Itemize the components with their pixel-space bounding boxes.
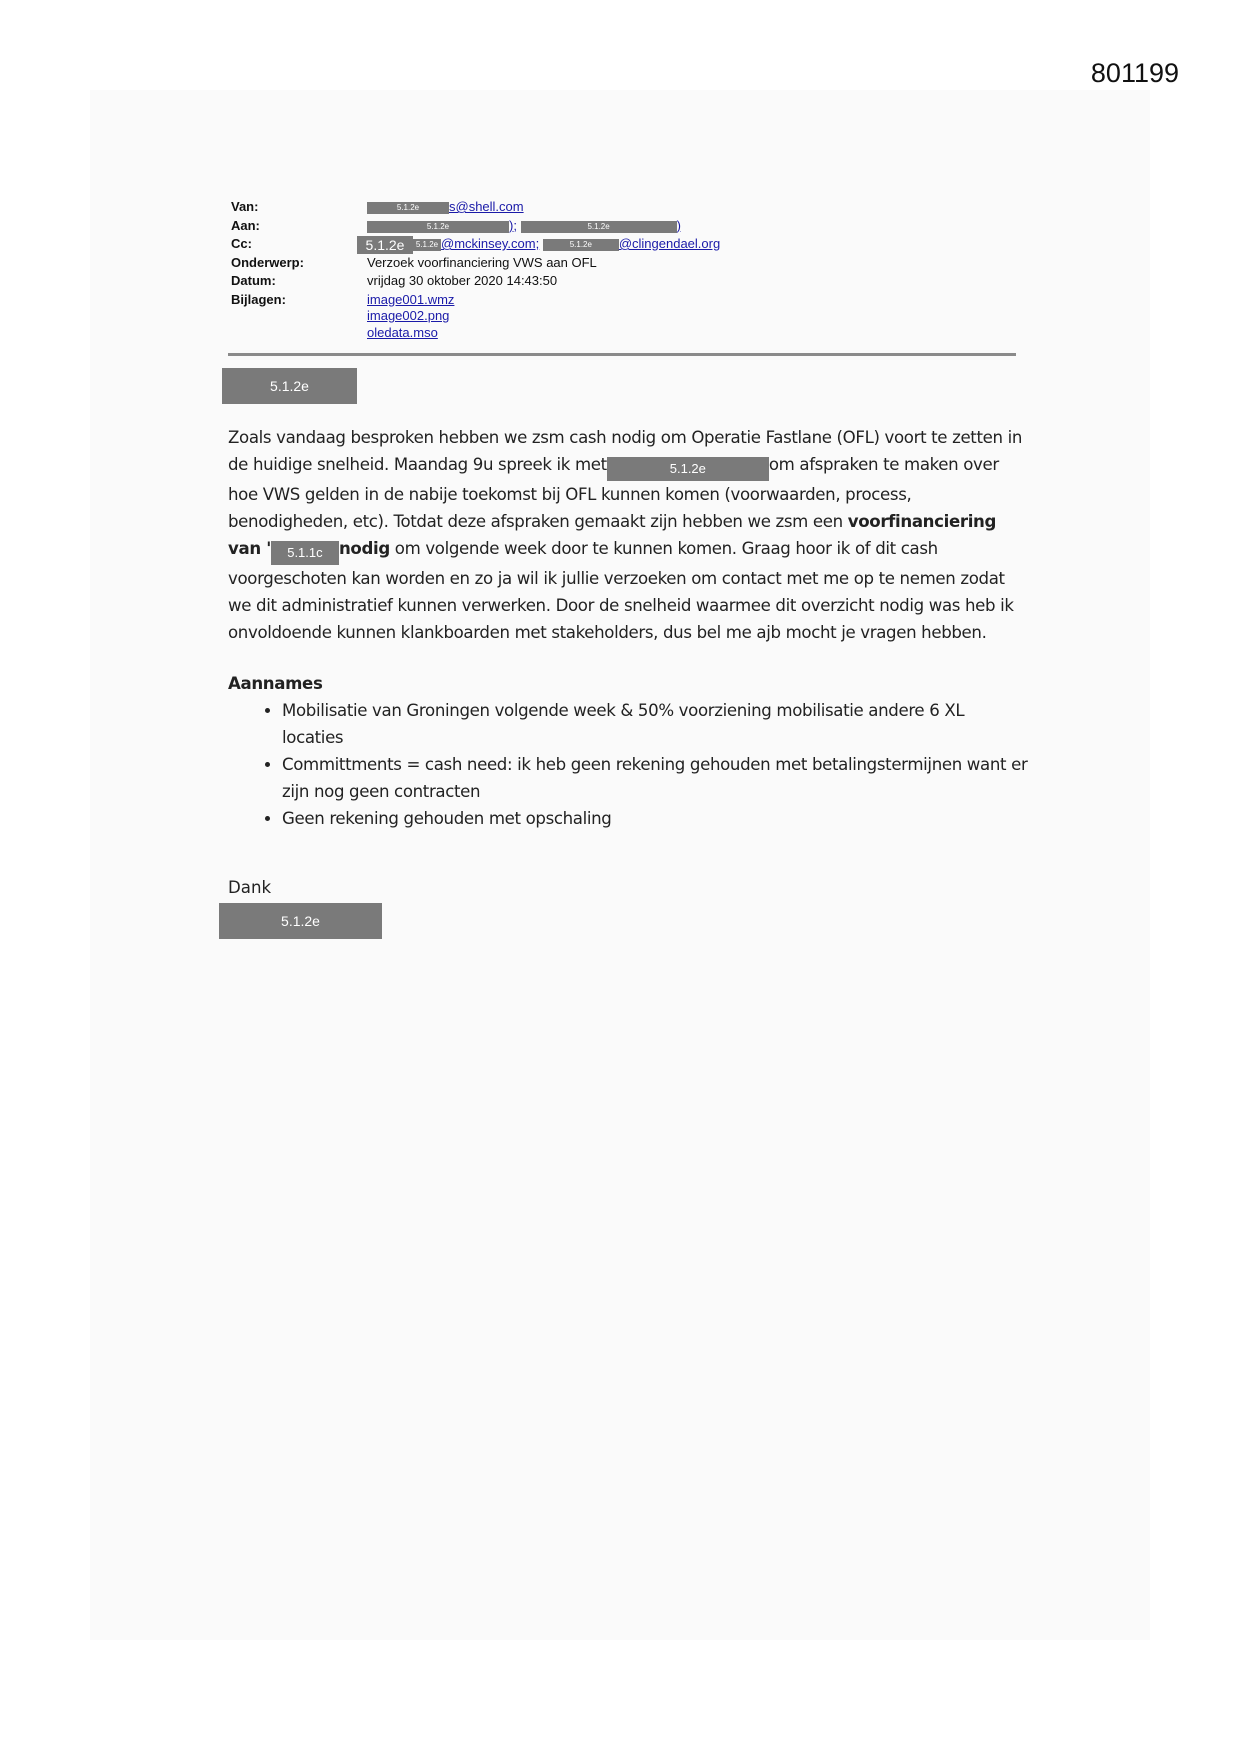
redaction-box: 5.1.2e xyxy=(543,239,619,251)
subject-label: Onderwerp: xyxy=(231,254,304,270)
redaction-box: 5.1.2e xyxy=(607,457,769,481)
date-label: Datum: xyxy=(231,273,276,289)
attachment-link[interactable]: image002.png xyxy=(367,308,450,324)
from-label: Van: xyxy=(231,199,259,214)
redaction-box: 5.1.2e xyxy=(367,202,449,214)
header-divider xyxy=(228,353,1016,356)
header-attachments-row xyxy=(231,291,1021,343)
header-date-row xyxy=(231,272,1021,291)
assumptions-heading: Aannames xyxy=(228,674,323,693)
assumptions-list xyxy=(228,697,1028,832)
cc-label: Cc: xyxy=(231,236,252,251)
header-subject-row xyxy=(231,254,1021,273)
redaction-box: 5.1.2e xyxy=(367,221,509,233)
to-label: Aan: xyxy=(231,217,260,233)
to-separator[interactable]: ); xyxy=(509,217,517,233)
closing-text: Dank xyxy=(228,878,272,897)
redaction-box: 5.1.1c xyxy=(271,541,339,565)
salutation-redaction: 5.1.2e xyxy=(222,368,357,404)
signature-redaction: 5.1.2e xyxy=(219,903,382,939)
attachments-label: Bijlagen: xyxy=(231,291,286,307)
attachment-link[interactable]: oledata.mso xyxy=(367,324,438,340)
redaction-box: 5.1.2e xyxy=(357,236,413,254)
body-paragraph: Zoals vandaag besproken hebben we zsm cash nodig om Operatie Fastlane (OFL) voort te zetten in de huidige snelheid. Maandag 9u spreek ik met 5.1.2e om afspraken te maken over hoe VWS gelden in de nabije toekomst bij OFL kunnen komen (voorwaarden, process, benodigheden, etc). Totdat deze afspraken gemaakt zijn hebben we zsm een voorfinanciering van ' 5.1.1c nodig om volgende week door te kunnen komen. Graag hoor ik of dit cash voorgeschoten kan worden en zo ja wil ik jullie verzoeken om contact met me op te nemen zodat we dit administratief kunnen verwerken. Door de snelheid waarmee dit overzicht nodig was heb ik onvoldoende kunnen klankboarden met stakeholders, dus bel me ajb mocht je vragen hebben. xyxy=(228,428,1023,642)
cc-clingendael-link[interactable]: @clingendael.org xyxy=(618,236,721,251)
list-item: • Geen rekening gehouden met opschaling xyxy=(282,805,1028,832)
header-from-row xyxy=(231,198,1021,217)
subject-value: Verzoek voorfinanciering VWS aan OFL xyxy=(367,254,597,270)
to-end[interactable]: ) xyxy=(676,217,681,233)
list-item: • Committments = cash need: ik heb geen rekening gehouden met betalingstermijnen want er zijn nog geen contracten xyxy=(282,751,1028,805)
from-email-link[interactable]: s@shell.com xyxy=(449,199,524,214)
redaction-box: 5.1.2e xyxy=(413,239,441,251)
header-cc-row xyxy=(231,235,1021,254)
email-header xyxy=(231,198,1021,342)
header-to-row xyxy=(231,217,1021,236)
cc-mckinsey-link[interactable]: @mckinsey.com; xyxy=(441,236,540,251)
redaction-box: 5.1.2e xyxy=(521,221,677,233)
attachment-link[interactable]: image001.wmz xyxy=(367,291,455,307)
email-body xyxy=(228,424,1028,832)
list-item: • Mobilisatie van Groningen volgende week & 50% voorziening mobilisatie andere 6 XL locaties xyxy=(282,697,1028,751)
date-value: vrijdag 30 oktober 2020 14:43:50 xyxy=(367,273,558,289)
document-number: 801199 xyxy=(1090,58,1179,88)
